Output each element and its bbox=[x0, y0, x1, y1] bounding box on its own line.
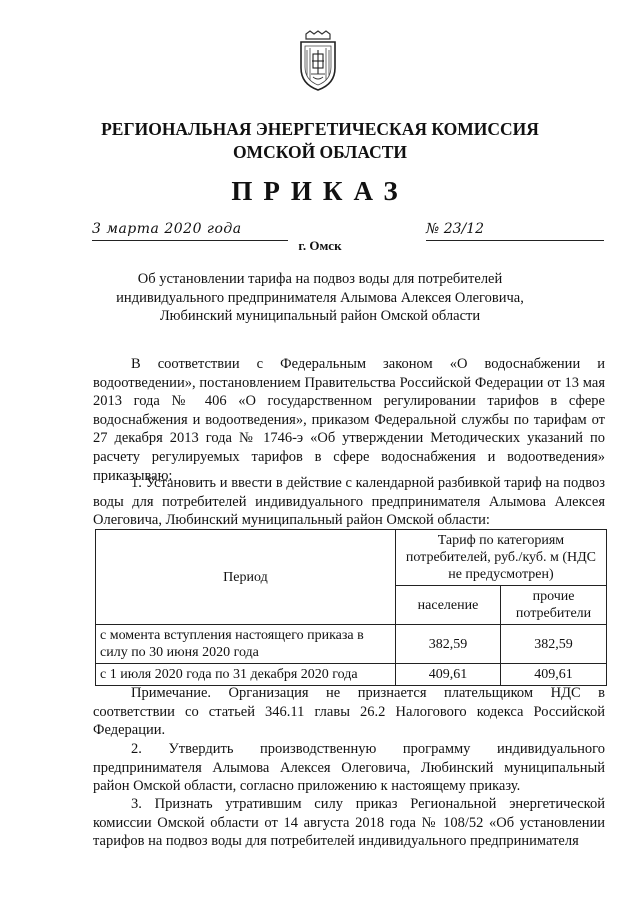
table-row bbox=[96, 625, 607, 664]
other-tariff-cell: 409,61 bbox=[501, 664, 607, 686]
item-2-paragraph: 2. Утвердить производственную программу индивидуального предпринимателя Алымова Алексея Олеговича, Любинский муниципальный район Омской области, согласно приложению к настоящему приказу. bbox=[93, 741, 605, 795]
coat-of-arms-icon bbox=[296, 30, 340, 92]
item-1-paragraph: 1. Установить и ввести в действие с календарной разбивкой тариф на подвоз воды для потребителей индивидуального предпринимателя Алымова Алексея Олеговича, Любинский муниципальный район Омской области: bbox=[93, 475, 605, 529]
organization-name: РЕГИОНАЛЬНАЯ ЭНЕРГЕТИЧЕСКАЯ КОМИССИЯ bbox=[101, 119, 539, 139]
order-subject bbox=[100, 270, 540, 326]
column-header-period: Период bbox=[96, 530, 396, 625]
note-paragraph: Примечание. Организация не признается плательщиком НДС в соответствии со статьей 346.11 главы 26.2 Налогового кодекса Российской Федерации. bbox=[93, 685, 605, 739]
column-header-tariff: Тариф по категориям потребителей, руб./куб. м (НДС не предусмотрен) bbox=[395, 530, 606, 586]
table-row bbox=[96, 664, 607, 686]
period-cell: с момента вступления настоящего приказа в силу по 30 июня 2020 года bbox=[96, 625, 396, 664]
population-tariff-cell: 409,61 bbox=[395, 664, 500, 686]
organization-region: ОМСКОЙ ОБЛАСТИ bbox=[232, 142, 408, 162]
subject-line: индивидуального предпринимателя Алымова Алексея Олеговича, bbox=[116, 289, 524, 306]
column-header-population: население bbox=[395, 586, 500, 625]
tariff-table bbox=[95, 529, 607, 686]
population-tariff-cell: 382,59 bbox=[395, 625, 500, 664]
other-tariff-cell: 382,59 bbox=[501, 625, 607, 664]
document-type-title: ПРИКАЗ bbox=[231, 176, 409, 206]
period-cell: с 1 июля 2020 года по 31 декабря 2020 года bbox=[96, 664, 396, 686]
subject-line: Любинский муниципальный район Омской области bbox=[159, 308, 481, 324]
subject-line: Об установлении тарифа на подвоз воды для потребителей bbox=[137, 271, 503, 287]
city-label: г. Омск bbox=[298, 238, 342, 253]
intro-paragraph: В соответствии с Федеральным законом «О водоснабжении и водоотведении», постановлением Правительства Российской Федерации от 13 мая 2013 года № 406 «О государственном регулировании тарифов в сфере водоснабжения и водоотведения», приказом Федеральной службы по тарифам от 27 декабря 2013 года № 1746-э «Об утверждении Методических указаний по расчету регулируемых тарифов в сфере водоснабжения и водоотведения» приказываю: bbox=[93, 356, 605, 484]
table-header-row bbox=[96, 530, 607, 586]
handwritten-number: № 23/12 bbox=[426, 221, 485, 237]
item-3-paragraph: 3. Признать утратившим силу приказ Региональной энергетической комиссии Омской области от 14 августа 2018 года № 108/52 «Об установлении тарифов на подвоз воды для потребителей индивидуального предпринимателя bbox=[93, 796, 605, 850]
handwritten-date: 3 марта 2020 года bbox=[92, 221, 242, 237]
column-header-other: прочие потребители bbox=[501, 586, 607, 625]
